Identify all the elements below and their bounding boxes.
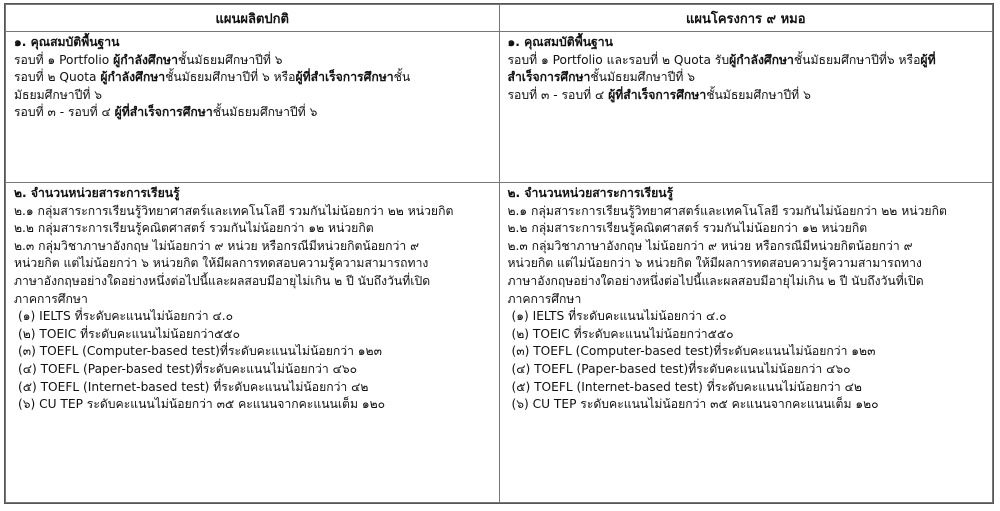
credit-line: ๒.๓ กลุ่มวิชาภาษาอังกฤษ ไม่น้อยกว่า ๙ หน่วย หรือกรณีมีหน่วยกิตน้อยกว่า ๙ — [14, 238, 420, 253]
emphasis-text: ผู้ที่สำเร็จการศึกษา — [295, 70, 394, 85]
credit-line: (๓) TOEFL (Computer-based test)ที่ระดับคะแนนไม่น้อยกว่า ๑๒๓ — [18, 344, 382, 359]
left-qual-lines — [14, 52, 493, 122]
credit-line: ๒.๑ กลุ่มสาระการเรียนรู้วิทยาศาสตร์และเทคโนโลยี รวมกันไม่น้อยกว่า ๒๒ หน่วยกิต — [14, 203, 454, 218]
credit-line: ๒.๒ กลุ่มสาระการเรียนรู้คณิตศาสตร์ รวมกันไม่น้อยกว่า ๑๒ หน่วยกิต — [14, 221, 374, 236]
emphasis-text: ผู้กำลังศึกษา — [113, 52, 178, 67]
line-text: ชั้นมัธยมศึกษาปีที่ ๖ — [706, 87, 811, 102]
comparison-table — [5, 4, 993, 503]
credit-line: (๒) TOEIC ที่ระดับคะแนนไม่น้อยกว่า๕๕๐ — [511, 326, 734, 341]
header-nine-doctors-plan: แผนโครงการ ๙ หมอ — [499, 5, 993, 32]
line-text: รอบที่ ๒ Quota — [14, 70, 101, 85]
comparison-table-frame — [4, 3, 994, 504]
credit-line: ภาษาอังกฤษอย่างใดอย่างหนึ่งต่อไปนี้และผลสอบมีอายุไม่เกิน ๒ ปี นับถึงวันที่เปิด — [507, 273, 924, 288]
qualification-line — [14, 104, 493, 122]
qualification-line — [14, 69, 493, 87]
line-text: ชั้น — [393, 70, 411, 85]
header-normal-plan: แผนผลิตปกติ — [6, 5, 500, 32]
emphasis-text: ผู้ที่สำเร็จการศึกษา — [114, 105, 213, 120]
credit-line: (๒) TOEIC ที่ระดับคะแนนไม่น้อยกว่า๕๕๐ — [18, 326, 241, 341]
credit-line: หน่วยกิต แต่ไม่น้อยกว่า ๖ หน่วยกิต ให้มีผลการทดสอบความรู้ความสามารถทาง — [14, 256, 429, 271]
emphasis-text: ผู้กำลังศึกษา — [100, 70, 166, 85]
line-text: รอบที่ ๑ Portfolio — [14, 52, 114, 67]
line-text: รอบที่ ๑ Portfolio และรอบที่ ๒ Quota รับ — [507, 52, 730, 67]
line-text: ชั้นมัธยมศึกษาปีที่ ๖ — [590, 70, 696, 85]
left-credit-title: ๒. จำนวนหน่วยสาระการเรียนรู้ — [14, 186, 180, 200]
qualification-line — [14, 87, 493, 105]
line-text: ชั้นมัธยมศึกษาปีที่ ๖ — [212, 105, 318, 120]
line-text: รอบที่ ๓ - รอบที่ ๔ — [14, 105, 115, 120]
right-qualifications-cell — [499, 32, 993, 183]
line-text: ชั้นมัธยมศึกษาปีที่ ๖ หรือ — [165, 70, 296, 85]
credit-line: (๖) CU TEP ระดับคะแนนไม่น้อยกว่า ๓๕ คะแนนจากคะแนนเต็ม ๑๒๐ — [511, 397, 879, 412]
qualification-line — [508, 69, 987, 87]
right-credits-cell — [499, 183, 993, 503]
credit-line: (๔) TOEFL (Paper-based test)ที่ระดับคะแนนไม่น้อยกว่า ๔๖๐ — [18, 361, 358, 376]
qualification-line — [508, 52, 987, 70]
credit-line: หน่วยกิต แต่ไม่น้อยกว่า ๖ หน่วยกิต ให้มีผลการทดสอบความรู้ความสามารถทาง — [507, 256, 922, 271]
credit-line: (๑) IELTS ที่ระดับคะแนนไม่น้อยกว่า ๔.๐ — [18, 309, 234, 324]
credit-line: (๕) TOEFL (Internet-based test) ที่ระดับคะแนนไม่น้อยกว่า ๔๒ — [18, 379, 369, 394]
left-qual-title: ๑. คุณสมบัติพื้นฐาน — [14, 35, 120, 49]
qualification-line — [508, 87, 987, 105]
qualification-line — [14, 52, 493, 70]
line-text: มัธยมศึกษาปีที่ ๖ — [14, 87, 103, 102]
credit-line: ๒.๒ กลุ่มสาระการเรียนรู้คณิตศาสตร์ รวมกันไม่น้อยกว่า ๑๒ หน่วยกิต — [507, 221, 868, 236]
left-qualifications-cell — [6, 32, 500, 183]
line-text: ชั้นมัธยมศึกษาปีที่๖ หรือ — [793, 52, 921, 67]
credit-line: (๕) TOEFL (Internet-based test) ที่ระดับคะแนนไม่น้อยกว่า ๔๒ — [511, 379, 862, 394]
right-credit-title: ๒. จำนวนหน่วยสาระการเรียนรู้ — [507, 186, 674, 200]
credit-line: ๒.๑ กลุ่มสาระการเรียนรู้วิทยาศาสตร์และเทคโนโลยี รวมกันไม่น้อยกว่า ๒๒ หน่วยกิต — [507, 203, 947, 218]
credit-line: ภาคการศึกษา — [507, 291, 582, 306]
credit-line: (๖) CU TEP ระดับคะแนนไม่น้อยกว่า ๓๕ คะแนนจากคะแนนเต็ม ๑๒๐ — [18, 397, 386, 412]
emphasis-text: สำเร็จการศึกษา — [507, 70, 591, 85]
credit-line: ภาคการศึกษา — [14, 291, 88, 306]
left-credit-lines — [14, 203, 493, 414]
credit-line: (๑) IELTS ที่ระดับคะแนนไม่น้อยกว่า ๔.๐ — [511, 309, 727, 324]
emphasis-text: ผู้กำลังศึกษา — [729, 52, 794, 67]
line-text: ชั้นมัธยมศึกษาปีที่ ๖ — [177, 52, 283, 67]
emphasis-text: ผู้ที่ — [920, 52, 936, 67]
right-qual-title: ๑. คุณสมบัติพื้นฐาน — [507, 35, 613, 49]
credit-line: (๔) TOEFL (Paper-based test)ที่ระดับคะแนนไม่น้อยกว่า ๔๖๐ — [511, 361, 851, 376]
emphasis-text: ผู้ที่สำเร็จการศึกษา — [608, 87, 707, 102]
left-credits-cell — [6, 183, 500, 503]
credit-line: (๓) TOEFL (Computer-based test)ที่ระดับคะแนนไม่น้อยกว่า ๑๒๓ — [511, 344, 876, 359]
right-qual-lines — [508, 52, 987, 105]
right-credit-lines — [508, 203, 987, 414]
credit-line: ๒.๓ กลุ่มวิชาภาษาอังกฤษ ไม่น้อยกว่า ๙ หน่วย หรือกรณีมีหน่วยกิตน้อยกว่า ๙ — [507, 238, 913, 253]
line-text: รอบที่ ๓ - รอบที่ ๔ — [507, 87, 609, 102]
credit-line: ภาษาอังกฤษอย่างใดอย่างหนึ่งต่อไปนี้และผลสอบมีอายุไม่เกิน ๒ ปี นับถึงวันที่เปิด — [14, 273, 431, 288]
